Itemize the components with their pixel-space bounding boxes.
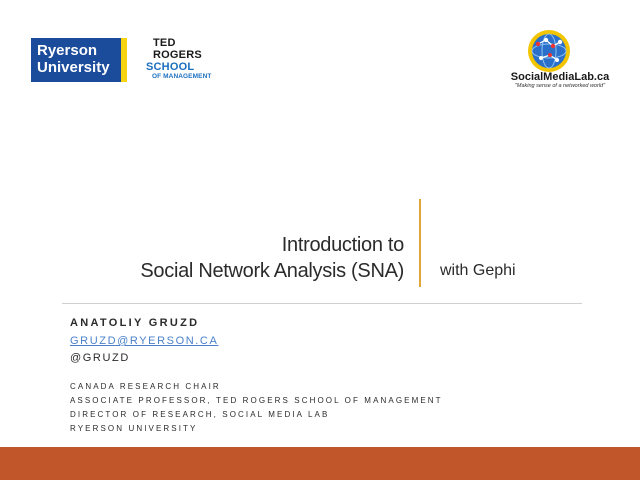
slide-title — [60, 232, 404, 284]
trsm-logo-line4: OF MANAGEMENT — [152, 73, 212, 80]
ryerson-logo-gold-bar — [121, 38, 127, 82]
title-line1: Introduction to — [281, 234, 404, 256]
ryerson-logo-line1: Ryerson — [37, 42, 98, 59]
author-email-link[interactable]: GRUZD@RYERSON.CA — [70, 335, 219, 347]
horizontal-divider — [62, 303, 582, 304]
trsm-logo-line1: TED — [153, 37, 176, 49]
role-item: CANADA RESEARCH CHAIR — [70, 382, 221, 391]
author-name: ANATOLIY GRUZD — [70, 317, 200, 329]
ryerson-logo-text — [37, 42, 110, 76]
trsm-logo-line3: SCHOOL — [146, 61, 195, 73]
trsm-logo-line2: ROGERS — [153, 49, 202, 61]
ted-rogers-school-logo — [145, 37, 215, 83]
footer-bar — [0, 447, 640, 480]
globe-network-icon — [526, 28, 572, 74]
role-item: RYERSON UNIVERSITY — [70, 424, 198, 433]
sml-logo-tagline: "Making sense of a networked world" — [514, 83, 606, 89]
sml-logo-name: SocialMediaLab.ca — [510, 71, 610, 83]
slide-subtitle: with Gephi — [440, 262, 516, 279]
role-item: DIRECTOR OF RESEARCH, SOCIAL MEDIA LAB — [70, 410, 330, 419]
author-roles-list — [70, 380, 443, 436]
ryerson-logo-line2: University — [37, 59, 110, 76]
ryerson-logo-box — [31, 38, 121, 82]
social-media-lab-logo — [505, 28, 615, 94]
title-divider — [419, 199, 421, 287]
ryerson-university-logo — [31, 38, 127, 82]
author-handle: @GRUZD — [70, 352, 130, 364]
role-item: ASSOCIATE PROFESSOR, TED ROGERS SCHOOL OF MANAGEMENT — [70, 396, 443, 405]
title-line2: Social Network Analysis (SNA) — [140, 260, 404, 282]
